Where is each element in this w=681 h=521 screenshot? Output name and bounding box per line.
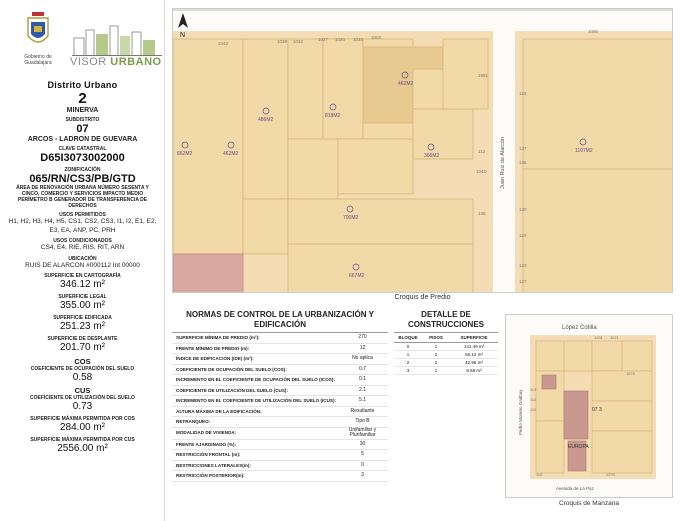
norms-rows xyxy=(172,333,388,482)
norm-key: INCREMENTO EN EL COEFICIENTE DE OCUPACIÓN DEL SUELO (ICOS): xyxy=(176,377,335,382)
district-info xyxy=(0,78,165,455)
highlighted-lot[interactable] xyxy=(173,254,243,293)
svg-text:1085: 1085 xyxy=(588,29,599,34)
norm-row xyxy=(172,333,388,344)
block-map[interactable] xyxy=(505,314,673,498)
norm-key: RESTRICCIÓN POSTERIOR(m): xyxy=(176,473,245,478)
max-cos-label: SUPERFICIE MÁXIMA PERMITIDA POR COS xyxy=(30,416,135,422)
subdistrict-name: ARCOS - LADRON DE GUEVARA xyxy=(27,136,138,143)
svg-text:1981: 1981 xyxy=(478,73,489,78)
norm-value: No aplica xyxy=(352,355,373,361)
surface-map-label: SUPERFICIE EN CARTOGRAFÍA xyxy=(44,273,121,279)
norm-row xyxy=(172,428,388,440)
parcel-map-caption: Croquis de Predio xyxy=(394,294,451,301)
svg-text:133: 133 xyxy=(519,91,527,96)
norm-key: COEFICIENTE DE OCUPACIÓN DEL SUELO (COS): xyxy=(176,366,287,372)
norm-key: MODALIDAD DE VIVIENDA: xyxy=(176,430,237,436)
svg-text:1032: 1032 xyxy=(293,39,304,44)
plot-number: 07 3 xyxy=(592,407,602,413)
surface-map-value: 346.12 m² xyxy=(59,279,106,290)
cus-value: 0.73 xyxy=(72,401,93,412)
norm-key: FRENTE AJARDINADO (%): xyxy=(176,441,237,447)
info-sidebar xyxy=(0,0,165,521)
norm-row xyxy=(172,417,388,428)
surface-built-value: 251.23 m² xyxy=(59,321,106,332)
norm-row xyxy=(172,365,388,376)
surface-legal-label: SUPERFICIE LEGAL xyxy=(58,294,107,300)
svg-text:138: 138 xyxy=(478,211,486,216)
svg-text:366M2: 366M2 xyxy=(424,153,440,159)
svg-text:667M2: 667M2 xyxy=(349,273,365,279)
construction-row: 2 2 42.96 m² xyxy=(394,359,498,367)
max-cos-value: 284.00 m² xyxy=(59,422,106,433)
norm-key: COEFICIENTE DE UTILIZACIÓN DEL SUELO (CUS): xyxy=(176,387,288,393)
norm-key: RESTRICCIONES LATERALES(m): xyxy=(176,462,251,468)
app-name: VISOR URBANO xyxy=(70,56,162,68)
constructions-header: BLOQUE PISOS SUPERFICIE xyxy=(394,333,498,343)
norm-value: 0 xyxy=(361,461,364,468)
norm-key: RETRANQUEO: xyxy=(176,419,211,424)
norm-key: INCREMENTO EN EL COEFICIENTE DE UTILIZACIÓN DEL SUELO (ICUS): xyxy=(176,398,337,403)
svg-text:123: 123 xyxy=(519,263,527,268)
surface-legal-value: 355.00 m² xyxy=(59,300,106,311)
norm-row xyxy=(172,386,388,397)
district-title: Distrito Urbano xyxy=(47,80,118,90)
zoning-description: ÁREA DE RENOVACIÓN URBANA NÚMERO SESENTA Y CINCO, COMERCIO Y SERVICIOS IMPACTO MEDIO PERÍMETRO B GENERADOR DE TRANSFERENCIA DE DERECHOS xyxy=(16,185,149,209)
norm-value: 0.1 xyxy=(359,376,366,382)
uses-allowed: H1, H2, H3, H4, H5, CS1, CS2, CS3, I1, I2, E1, E2, E3, EA, ANP, PC, PRH xyxy=(8,218,157,234)
norm-value: 0.7 xyxy=(359,365,366,372)
uses-conditional: CS4, E4, RIE, RIS, RIT, ARN xyxy=(40,244,125,251)
norms-table xyxy=(172,310,388,515)
cos-description: COEFICIENTE DE OCUPACIÓN DEL SUELO xyxy=(30,366,135,372)
svg-text:1931: 1931 xyxy=(594,335,603,340)
svg-text:486M2: 486M2 xyxy=(258,117,274,123)
subdistrict-label: SUBDISTRITO xyxy=(65,117,100,123)
max-cus-label: SUPERFICIE MÁXIMA PERMITIDA POR CUS xyxy=(30,437,135,443)
construction-row: 0 1 141.49 m² xyxy=(394,343,498,351)
svg-text:1027: 1027 xyxy=(318,37,329,42)
street-lopez-cotilla: López Cotilla xyxy=(562,325,597,331)
norm-key: ALTURA MÁXIMA DE LA EDIFICACIÓN: xyxy=(176,408,262,414)
svg-text:1038: 1038 xyxy=(277,39,288,44)
zoning-label: ZONIFICACIÓN xyxy=(64,167,101,173)
logo-area xyxy=(12,8,162,78)
north-arrow-icon xyxy=(176,12,190,38)
norm-row xyxy=(172,471,388,482)
svg-text:1020: 1020 xyxy=(335,37,346,42)
svg-text:104D: 104D xyxy=(476,169,487,174)
svg-text:1003: 1003 xyxy=(371,35,382,40)
norm-key: RESTRICCIÓN FRONTAL (m): xyxy=(176,452,241,457)
norm-value: 3 xyxy=(361,472,364,478)
cadastral-key: D65I3073002000 xyxy=(40,152,125,164)
norm-key: FRENTE MÍNIMO DE PREDIO (m): xyxy=(176,345,250,351)
construction-row: 3 1 8.68 m² xyxy=(394,367,498,375)
norm-value: 12 xyxy=(359,344,366,351)
norm-row xyxy=(172,344,388,355)
svg-text:1010: 1010 xyxy=(353,37,364,42)
svg-text:700M2: 700M2 xyxy=(343,215,359,221)
norm-row xyxy=(172,461,388,472)
constructions-table xyxy=(394,310,498,390)
street-pedro-moreno: Pedro Moreno Garibay xyxy=(518,389,523,435)
location-label: UBICACIÓN xyxy=(68,255,97,262)
uses-allowed-label: USOS PERMITIDOS xyxy=(59,212,106,218)
norm-value: 270 xyxy=(358,334,367,340)
norm-row xyxy=(172,354,388,365)
norm-row xyxy=(172,396,388,407)
block-map-canvas[interactable] xyxy=(506,315,673,498)
city-skyline-icon xyxy=(72,24,162,56)
surface-built-label: SUPERFICIE EDIFICADA xyxy=(53,315,112,321)
svg-text:135: 135 xyxy=(519,160,527,165)
norm-value: 30 xyxy=(359,440,366,447)
norm-value: Resultante xyxy=(350,407,375,414)
norm-value: Unifamiliar y Plurifamiliar xyxy=(348,426,377,438)
norm-key: SUPERFICIE MÍNIMA DE PREDIO (m²): xyxy=(176,335,260,340)
cadastral-label: CLAVE CATASTRAL xyxy=(58,146,107,152)
parcel-map[interactable] xyxy=(172,8,673,293)
seal-caption: Gobierno de Guadalajara xyxy=(24,54,52,66)
svg-text:662M2: 662M2 xyxy=(177,151,193,157)
cos-label: COS xyxy=(74,357,91,366)
surface-footprint-label: SUPERFICIE DE DESPLANTE xyxy=(47,336,118,342)
svg-text:462M2: 462M2 xyxy=(223,151,239,157)
svg-text:127: 127 xyxy=(519,279,527,284)
svg-text:112: 112 xyxy=(478,149,486,154)
norm-value: Tipo B xyxy=(355,418,370,424)
constructions-title: DETALLE DE CONSTRUCCIONES xyxy=(394,310,498,333)
svg-text:1875: 1875 xyxy=(626,371,635,376)
norm-row xyxy=(172,440,388,451)
block-map-caption: Croquis de Manzana xyxy=(559,500,619,507)
norm-value: 2.1 xyxy=(359,386,366,393)
svg-text:462M2: 462M2 xyxy=(398,81,414,87)
norm-row xyxy=(172,407,388,418)
norm-row xyxy=(172,450,388,461)
svg-text:110: 110 xyxy=(536,472,543,477)
norm-value: 5.1 xyxy=(359,397,366,403)
max-cus-value: 2556.00 m² xyxy=(57,443,108,454)
surface-footprint-value: 201.70 m² xyxy=(59,342,106,353)
street-av-la-paz: Avenida de La Paz xyxy=(556,486,594,491)
svg-text:N: N xyxy=(180,32,186,38)
constructions-rows xyxy=(394,343,498,375)
cus-label: CUS xyxy=(74,386,91,395)
street-top xyxy=(173,9,673,31)
street-label-juan-ruiz: Juan Ruiz de Alarcón xyxy=(500,137,506,189)
svg-text:119: 119 xyxy=(530,407,537,412)
svg-text:115: 115 xyxy=(530,397,537,402)
norm-row xyxy=(172,375,388,386)
subdistrict-number: 07 xyxy=(76,123,89,135)
svg-text:113: 113 xyxy=(530,387,537,392)
district-number: 2 xyxy=(78,90,87,107)
norm-value: 5 xyxy=(361,451,364,457)
label-europa: EUROPA xyxy=(568,444,589,450)
svg-text:122: 122 xyxy=(519,233,527,238)
svg-text:1107M2: 1107M2 xyxy=(575,148,593,154)
svg-text:1921: 1921 xyxy=(610,335,619,340)
cos-value: 0.58 xyxy=(72,372,93,383)
svg-text:1043: 1043 xyxy=(218,41,229,46)
parcel-map-canvas[interactable] xyxy=(173,9,673,293)
district-name: MINERVA xyxy=(66,107,99,114)
location-value: RUIS DE ALARCON #000112 Int 00000 xyxy=(25,261,140,269)
svg-text:137: 137 xyxy=(519,146,527,151)
cus-description: COEFICIENTE DE UTILIZACIÓN DEL SUELO xyxy=(30,395,135,401)
norm-key: ÍNDICE DE EDIFICACIÓN (IDE) (m²): xyxy=(176,356,254,361)
construction-row: 1 2 55.12 m² xyxy=(394,351,498,359)
city-seal-icon xyxy=(22,10,54,50)
svg-text:130: 130 xyxy=(519,207,527,212)
norms-title: NORMAS DE CONTROL DE LA URBANIZACIÓN Y EDIFICACIÓN xyxy=(172,310,388,333)
svg-text:1270: 1270 xyxy=(606,472,615,477)
uses-conditional-label: USOS CONDICIONADOS xyxy=(53,238,112,244)
svg-text:818M2: 818M2 xyxy=(325,113,341,119)
zoning-code: 065/RN/CS3/PB/GTD xyxy=(29,173,136,185)
